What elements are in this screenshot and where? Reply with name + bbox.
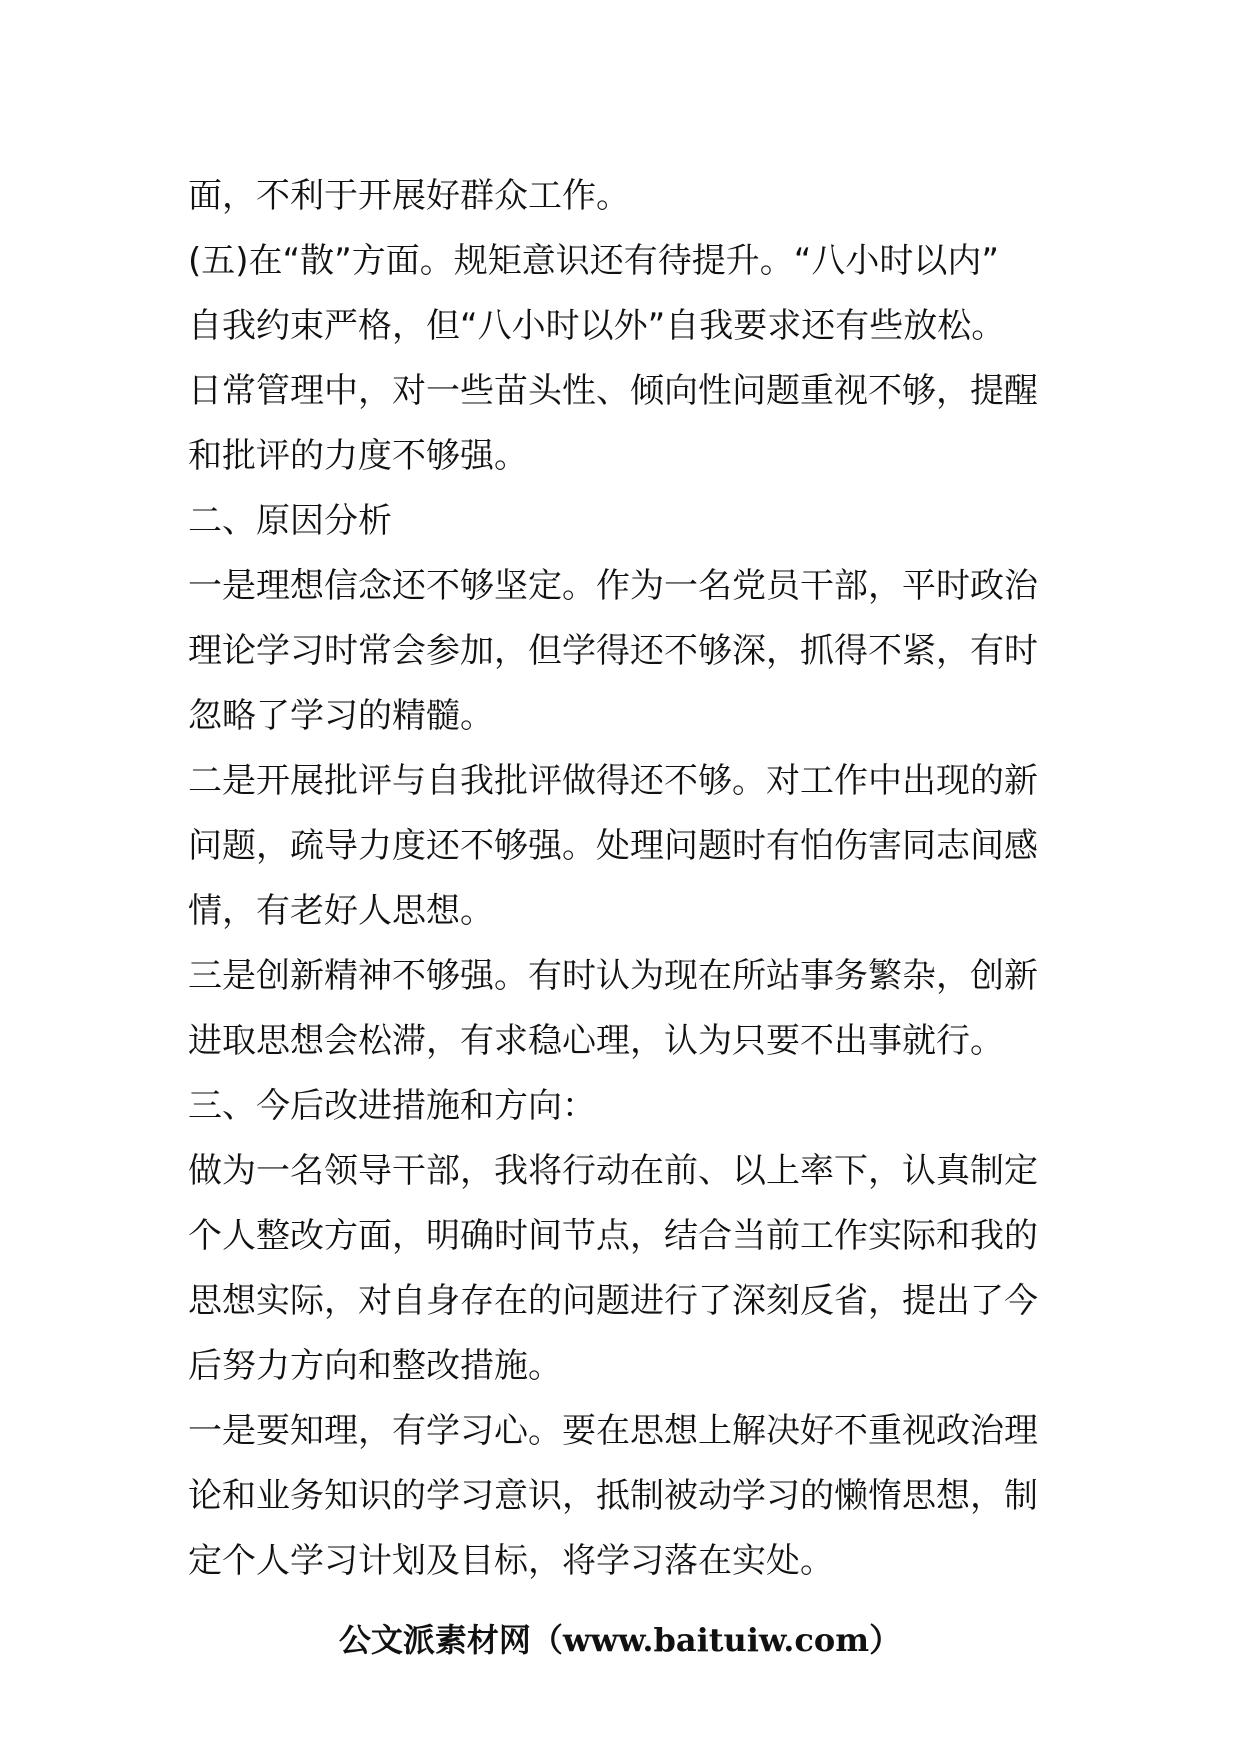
- text-line: 问题，疏导力度还不够强。处理问题时有怕伤害同志间感: [188, 826, 1038, 866]
- text-line: 一是理想信念还不够坚定。作为一名党员干部，平时政治: [188, 566, 1038, 606]
- text-line: 进取思想会松滞，有求稳心理，认为只要不出事就行。: [188, 1021, 1004, 1061]
- text-line: 理论学习时常会参加，但学得还不够深，抓得不紧，有时: [188, 631, 1038, 671]
- text-line: 和批评的力度不够强。: [188, 436, 528, 476]
- text-line: 个人整改方面，明确时间节点，结合当前工作实际和我的: [188, 1216, 1038, 1256]
- section-heading: 二、原因分析: [188, 501, 392, 541]
- text-line: 一是要知理，有学习心。要在思想上解决好不重视政治理: [188, 1411, 1038, 1451]
- section-heading: 三、今后改进措施和方向：: [188, 1086, 596, 1126]
- text-line: 忽略了学习的精髓。: [188, 696, 494, 736]
- text-line: 情，有老好人思想。: [188, 891, 494, 931]
- text-line: 后努力方向和整改措施。: [188, 1346, 562, 1386]
- text-line: 日常管理中，对一些苗头性、倾向性问题重视不够，提醒: [188, 371, 1038, 411]
- document-body: [188, 164, 1068, 1594]
- text-line: 做为一名领导干部，我将行动在前、以上率下，认真制定: [188, 1151, 1038, 1191]
- text-line: 定个人学习计划及目标，将学习落在实处。: [188, 1541, 834, 1581]
- text-line: 论和业务知识的学习意识，抵制被动学习的懒惰思想，制: [188, 1476, 1038, 1516]
- text-line: 面，不利于开展好群众工作。: [188, 176, 630, 216]
- text-line: 三是创新精神不够强。有时认为现在所站事务繁杂，创新: [188, 956, 1038, 996]
- footer-source: 公文派素材网（www.baituiw.com）: [338, 1621, 902, 1659]
- text-line: 思想实际，对自身存在的问题进行了深刻反省，提出了今: [188, 1281, 1038, 1321]
- text-line: (五)在“散”方面。规矩意识还有待提升。“八小时以内”: [188, 241, 999, 281]
- text-line: 自我约束严格，但“八小时以外”自我要求还有些放松。: [188, 306, 1006, 346]
- text-line: 二是开展批评与自我批评做得还不够。对工作中出现的新: [188, 761, 1038, 801]
